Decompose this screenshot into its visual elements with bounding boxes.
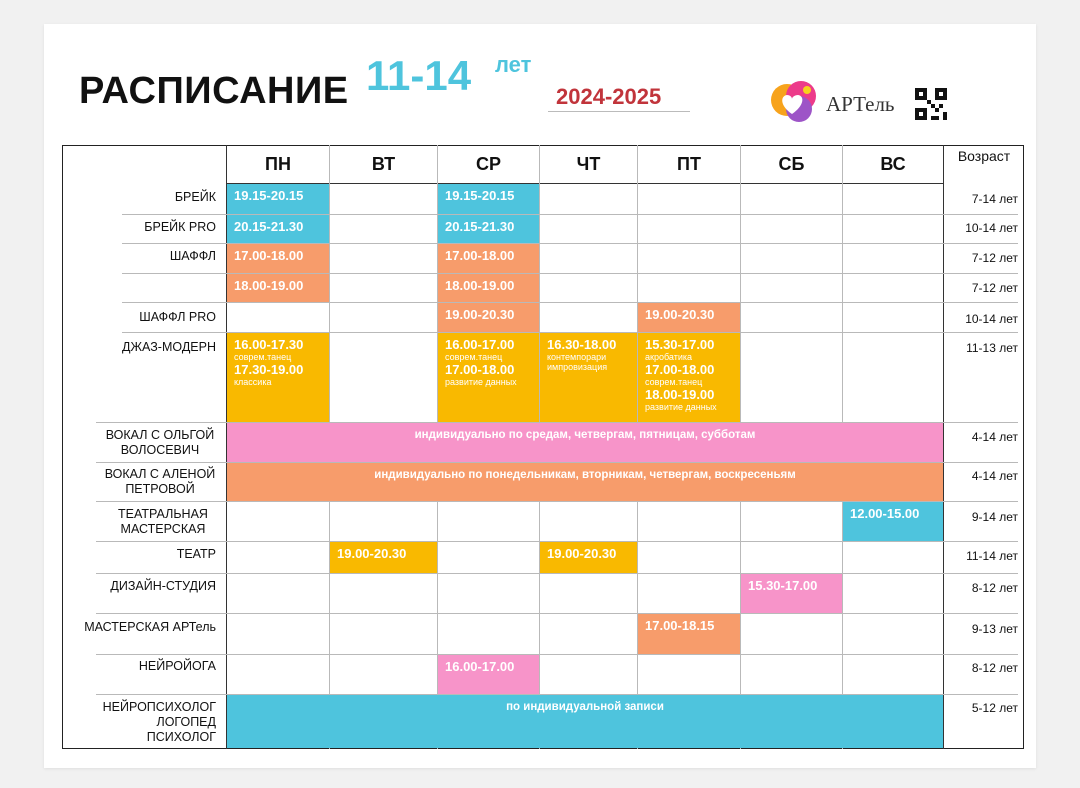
slot-note: развитие данных [445, 377, 517, 387]
row-label: ТЕАТР [176, 547, 216, 561]
schedule-slot: 17.00-18.00 [227, 244, 329, 273]
age-value: 7-12 лет [971, 281, 1018, 295]
age-value: 8-12 лет [971, 661, 1018, 675]
row-label: НЕЙРОПСИХОЛОГ ЛОГОПЕД ПСИХОЛОГ [102, 700, 216, 744]
age-value: 7-12 лет [971, 251, 1018, 265]
schedule-slot-jazz-thu [540, 333, 637, 422]
year-underline [548, 111, 690, 112]
schedule-slot: 19.00-20.30 [438, 303, 539, 332]
row-label: НЕЙРОЙОГА [138, 659, 216, 673]
schedule-slot: 15.30-17.00 [741, 574, 842, 613]
schedule-slot: 17.00-18.00 [438, 244, 539, 273]
day-header-mon: ПН [265, 153, 291, 174]
row-divider [96, 573, 1018, 574]
artel-logo-icon [770, 78, 822, 126]
schedule-slot-wide: индивидуально по понедельникам, вторникам, четвергам, воскресеньям [227, 463, 943, 501]
day-header-tue: ВТ [371, 153, 396, 174]
school-year: 2024-2025 [556, 84, 662, 109]
schedule-slot: 19.00-20.30 [638, 303, 740, 332]
slot-note: контемпорари [547, 352, 607, 362]
age-value: 8-12 лет [971, 581, 1018, 595]
schedule-slot-jazz-mon [227, 333, 329, 422]
day-header-thu: ЧТ [576, 153, 601, 174]
row-label: БРЕЙК PRO [144, 220, 216, 234]
schedule-slot-wide: по индивидуальной записи [227, 695, 943, 748]
row-divider [96, 654, 1018, 655]
row-label: ВОКАЛ С АЛЕНОЙ ПЕТРОВОЙ [104, 467, 216, 496]
age-value: 7-14 лет [971, 192, 1018, 206]
slot-note: соврем.танец [234, 352, 292, 362]
schedule-slot: 19.00-20.30 [330, 542, 437, 573]
age-value: 10-14 лет [965, 221, 1018, 235]
schedule-slot-wide: индивидуально по средам, четвергам, пятницам, субботам [227, 423, 943, 462]
qr-code-icon [915, 88, 947, 120]
slot-time: 18.00-19.00 [645, 387, 715, 402]
age-column-header: Возраст [957, 148, 1011, 164]
row-label: ТЕАТРАЛЬНАЯ МАСТЕРСКАЯ [118, 507, 208, 536]
row-label: ВОКАЛ С ОЛЬГОЙ ВОЛОСЕВИЧ [105, 428, 215, 457]
age-unit: лет [495, 52, 532, 77]
row-label: ДИЗАЙН-СТУДИЯ [110, 579, 216, 593]
schedule-slot: 16.00-17.00 [438, 655, 539, 694]
schedule-slot: 18.00-19.00 [227, 274, 329, 302]
schedule-slot: 19.15-20.15 [227, 184, 329, 214]
schedule-slot: 12.00-15.00 [843, 502, 943, 541]
age-value: 4-14 лет [971, 430, 1018, 444]
row-label: ДЖАЗ-МОДЕРН [122, 340, 216, 354]
slot-note: развитие данных [645, 402, 717, 412]
schedule-slot: 20.15-21.30 [438, 215, 539, 243]
age-value: 11-14 лет [966, 549, 1018, 563]
age-value: 4-14 лет [971, 469, 1018, 483]
row-label: ШАФФЛ PRO [139, 310, 216, 324]
row-label: ШАФФЛ [169, 249, 216, 263]
schedule-slot-jazz-fri [638, 333, 740, 422]
schedule-slot: 18.00-19.00 [438, 274, 539, 302]
age-value: 9-14 лет [971, 510, 1018, 524]
age-range: 11-14 [366, 52, 472, 99]
schedule-slot: 20.15-21.30 [227, 215, 329, 243]
slot-note: импровизация [547, 362, 608, 372]
age-value: 5-12 лет [971, 701, 1018, 715]
slot-note: соврем.танец [645, 377, 703, 387]
page-title: РАСПИСАНИЕ [79, 70, 349, 112]
slot-note: соврем.танец [445, 352, 503, 362]
slot-time: 17.30-19.00 [234, 362, 304, 377]
header-divider [226, 183, 944, 184]
schedule-slot: 17.00-18.15 [638, 614, 740, 654]
age-value: 9-13 лет [971, 622, 1018, 636]
day-header-wed: СР [475, 153, 501, 174]
slot-time: 16.00-17.00 [445, 337, 515, 352]
slot-time: 17.00-18.00 [645, 362, 715, 377]
age-column-divider [943, 145, 944, 749]
row-label: БРЕЙК [174, 190, 216, 204]
age-value: 11-13 лет [966, 341, 1018, 355]
day-header-sat: СБ [778, 153, 805, 174]
slot-time: 15.30-17.00 [645, 337, 715, 352]
slot-note: классика [234, 377, 272, 387]
schedule-slot: 19.00-20.30 [540, 542, 637, 573]
age-value: 10-14 лет [965, 312, 1018, 326]
schedule-slot: 19.15-20.15 [438, 184, 539, 214]
brand-name: АРТель [826, 92, 895, 116]
day-header-fri: ПТ [677, 153, 701, 174]
row-divider [122, 302, 1018, 303]
slot-time: 16.30-18.00 [547, 337, 617, 352]
row-label: МАСТЕРСКАЯ АРТель [84, 620, 216, 634]
slot-time: 16.00-17.30 [234, 337, 304, 352]
schedule-slot-jazz-wed [438, 333, 539, 422]
row-divider [96, 613, 1018, 614]
slot-note: акробатика [645, 352, 692, 362]
slot-time: 17.00-18.00 [445, 362, 515, 377]
day-header-sun: ВС [880, 153, 906, 174]
